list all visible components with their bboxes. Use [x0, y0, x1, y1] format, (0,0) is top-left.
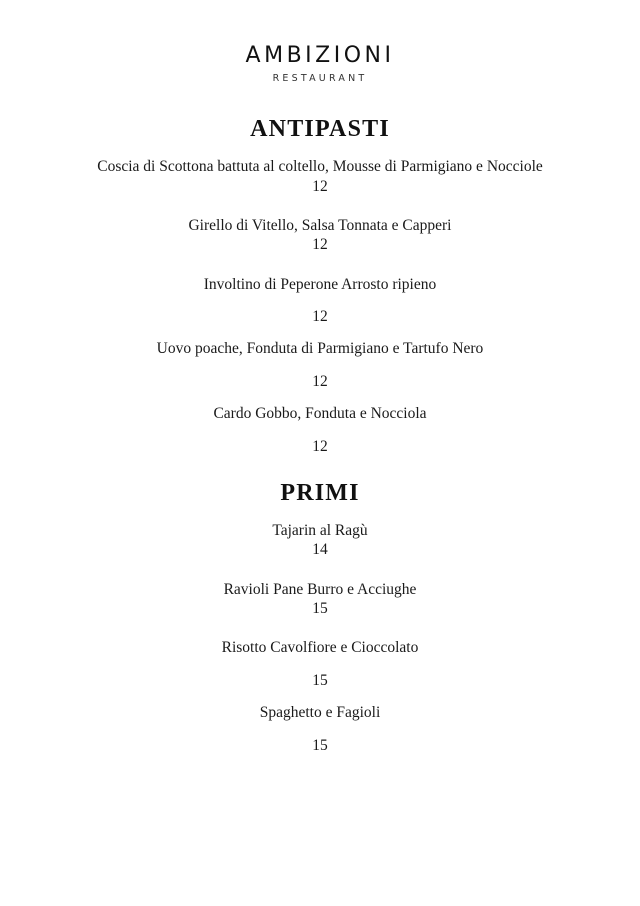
menu-item-price: 12: [312, 177, 328, 195]
menu-item: [40, 275, 600, 327]
menu-section-antipasti: [40, 110, 600, 456]
menu-item-name: Girello di Vitello, Salsa Tonnata e Capperi: [188, 216, 452, 234]
menu-sections: [40, 110, 600, 755]
menu-item-name: Tajarin al Ragù: [272, 521, 368, 539]
menu-item-price: 12: [312, 308, 328, 326]
menu-item: [40, 404, 600, 456]
restaurant-subtitle: RESTAURANT: [272, 73, 368, 85]
section-title: ANTIPASTI: [250, 116, 390, 143]
menu-item-name: Involtino di Peperone Arrosto ripieno: [203, 275, 437, 293]
menu-item-price: 15: [312, 671, 328, 689]
menu-item-price: 15: [312, 600, 328, 618]
menu-item: [40, 157, 600, 196]
menu-item-price: 12: [312, 236, 328, 254]
menu-item-name: Cardo Gobbo, Fonduta e Nocciola: [213, 405, 427, 423]
menu-item: [40, 216, 600, 255]
menu-item-price: 12: [312, 437, 328, 455]
menu-section-primi: [40, 456, 600, 755]
menu-item-name: Risotto Cavolfiore e Cioccolato: [221, 639, 419, 657]
menu-item-price: 14: [312, 541, 328, 559]
menu-item-price: 12: [312, 372, 328, 390]
section-title: PRIMI: [280, 479, 360, 506]
menu-item-name: Uovo poache, Fonduta di Parmigiano e Tartufo Nero: [156, 340, 484, 358]
menu-item-name: Spaghetto e Fagioli: [259, 704, 381, 722]
menu-item: [40, 638, 600, 690]
menu-item-name: Ravioli Pane Burro e Acciughe: [223, 580, 417, 598]
restaurant-logo: [246, 44, 395, 84]
menu-item-price: 15: [312, 736, 328, 754]
menu-item: [40, 339, 600, 391]
menu-item: [40, 580, 600, 619]
menu-item: [40, 703, 600, 755]
menu-item: [40, 521, 600, 560]
restaurant-name: AMBIZIONI: [245, 43, 395, 68]
menu-item-name: Coscia di Scottona battuta al coltello, Mousse di Parmigiano e Nocciole: [97, 158, 543, 176]
